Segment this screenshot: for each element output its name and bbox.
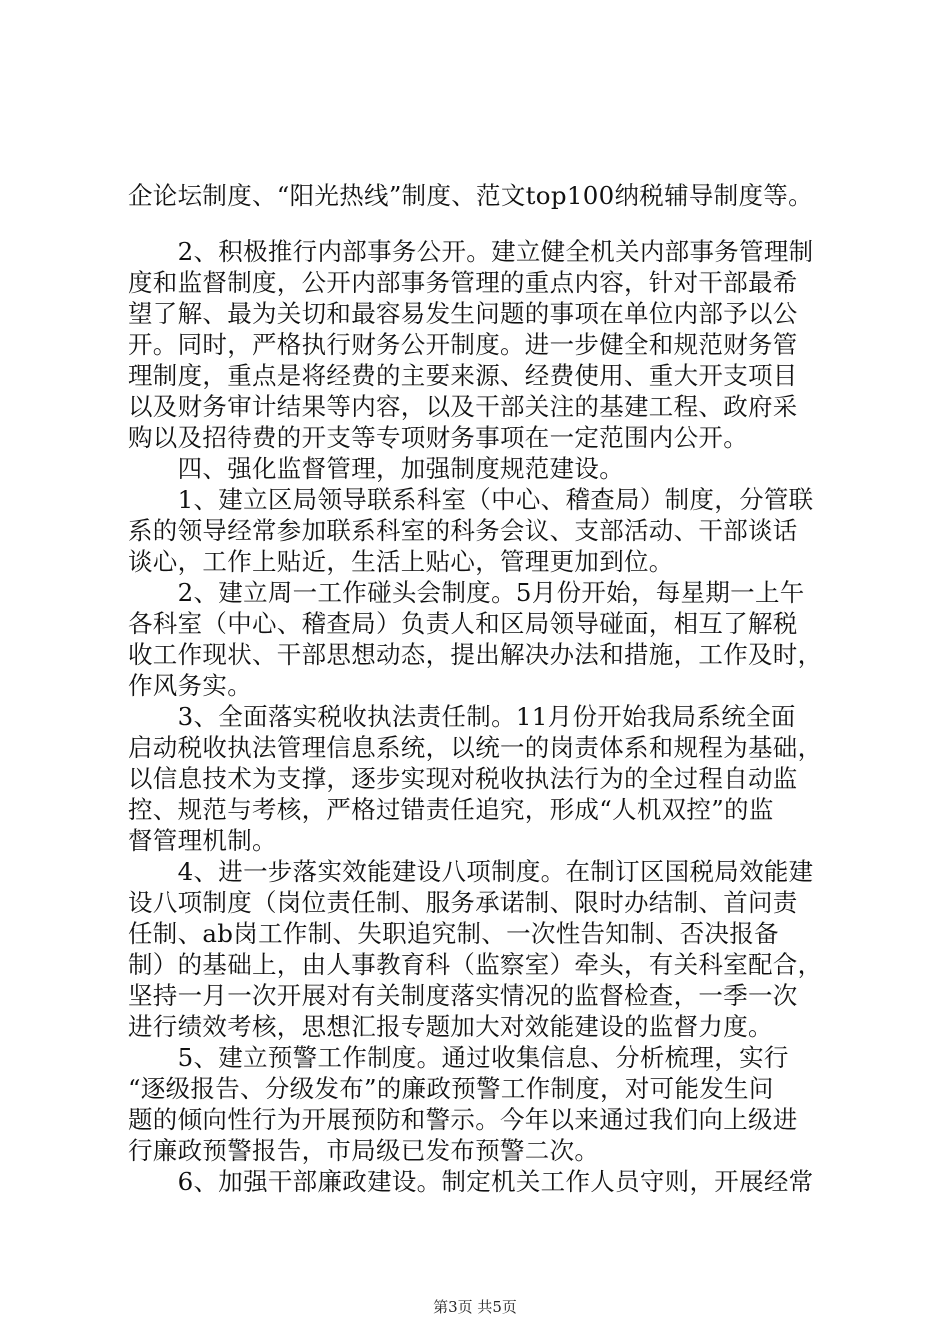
text-line: 开。同时，严格执行财务公开制度。进一步健全和规范财务管 bbox=[128, 330, 798, 359]
text-line: 谈心，工作上贴近，生活上贴心，管理更加到位。 bbox=[128, 547, 674, 576]
text-line: “逐级报告、分级发布”的廉政预警工作制度，对可能发生问 bbox=[128, 1074, 774, 1103]
page-number: 第3页 共5页 bbox=[433, 1298, 517, 1316]
section-heading: 四、强化监督管理，加强制度规范建设。 bbox=[128, 454, 624, 483]
text-line: 任制、ab岗工作制、失职追究制、一次性告知制、否决报备 bbox=[128, 919, 779, 948]
text-line: 6、加强干部廉政建设。制定机关工作人员守则，开展经常 bbox=[128, 1167, 814, 1196]
text-line: 4、进一步落实效能建设八项制度。在制订区国税局效能建 bbox=[128, 857, 814, 886]
text-line: 以信息技术为支撑，逐步实现对税收执法行为的全过程自动监 bbox=[128, 764, 798, 793]
text-line: 督管理机制。 bbox=[128, 826, 277, 855]
text-line: 制）的基础上，由人事教育科（监察室）牵头，有关科室配合， bbox=[128, 950, 823, 979]
text-line: 题的倾向性行为开展预防和警示。今年以来通过我们向上级进 bbox=[128, 1105, 798, 1134]
text-line: 理制度，重点是将经费的主要来源、经费使用、重大开支项目 bbox=[128, 361, 798, 390]
text-line: 控、规范与考核，严格过错责任追究，形成“人机双控”的监 bbox=[128, 795, 774, 824]
text-line: 设八项制度（岗位责任制、服务承诺制、限时办结制、首问责 bbox=[128, 888, 798, 917]
text-line: 收工作现状、干部思想动态，提出解决办法和措施，工作及时， bbox=[128, 640, 823, 669]
text-line: 企论坛制度、“阳光热线”制度、范文top100纳税辅导制度等。 bbox=[128, 181, 813, 210]
text-line: 望了解、最为关切和最容易发生问题的事项在单位内部予以公 bbox=[128, 299, 798, 328]
text-line: 2、积极推行内部事务公开。建立健全机关内部事务管理制 bbox=[128, 237, 814, 266]
text-line: 各科室（中心、稽查局）负责人和区局领导碰面，相互了解税 bbox=[128, 609, 798, 638]
text-line: 3、全面落实税收执法责任制。11月份开始我局系统全面 bbox=[128, 702, 796, 731]
text-line: 行廉政预警报告，市局级已发布预警二次。 bbox=[128, 1136, 600, 1165]
text-line: 坚持一月一次开展对有关制度落实情况的监督检查，一季一次 bbox=[128, 981, 798, 1010]
text-line: 1、建立区局领导联系科室（中心、稽查局）制度，分管联 bbox=[128, 485, 814, 514]
text-line: 作风务实。 bbox=[128, 671, 252, 700]
text-line: 以及财务审计结果等内容，以及干部关注的基建工程、政府采 bbox=[128, 392, 798, 421]
text-line: 购以及招待费的开支等专项财务事项在一定范围内公开。 bbox=[128, 423, 748, 452]
text-line: 5、建立预警工作制度。通过收集信息、分析梳理，实行 bbox=[128, 1043, 789, 1072]
text-line: 度和监督制度，公开内部事务管理的重点内容，针对干部最希 bbox=[128, 268, 798, 297]
text-line: 进行绩效考核，思想汇报专题加大对效能建设的监督力度。 bbox=[128, 1012, 773, 1041]
text-line: 系的领导经常参加联系科室的科务会议、支部活动、干部谈话 bbox=[128, 516, 798, 545]
text-line: 2、建立周一工作碰头会制度。5月份开始，每星期一上午 bbox=[128, 578, 805, 607]
text-line: 启动税收执法管理信息系统，以统一的岗责体系和规程为基础， bbox=[128, 733, 823, 762]
